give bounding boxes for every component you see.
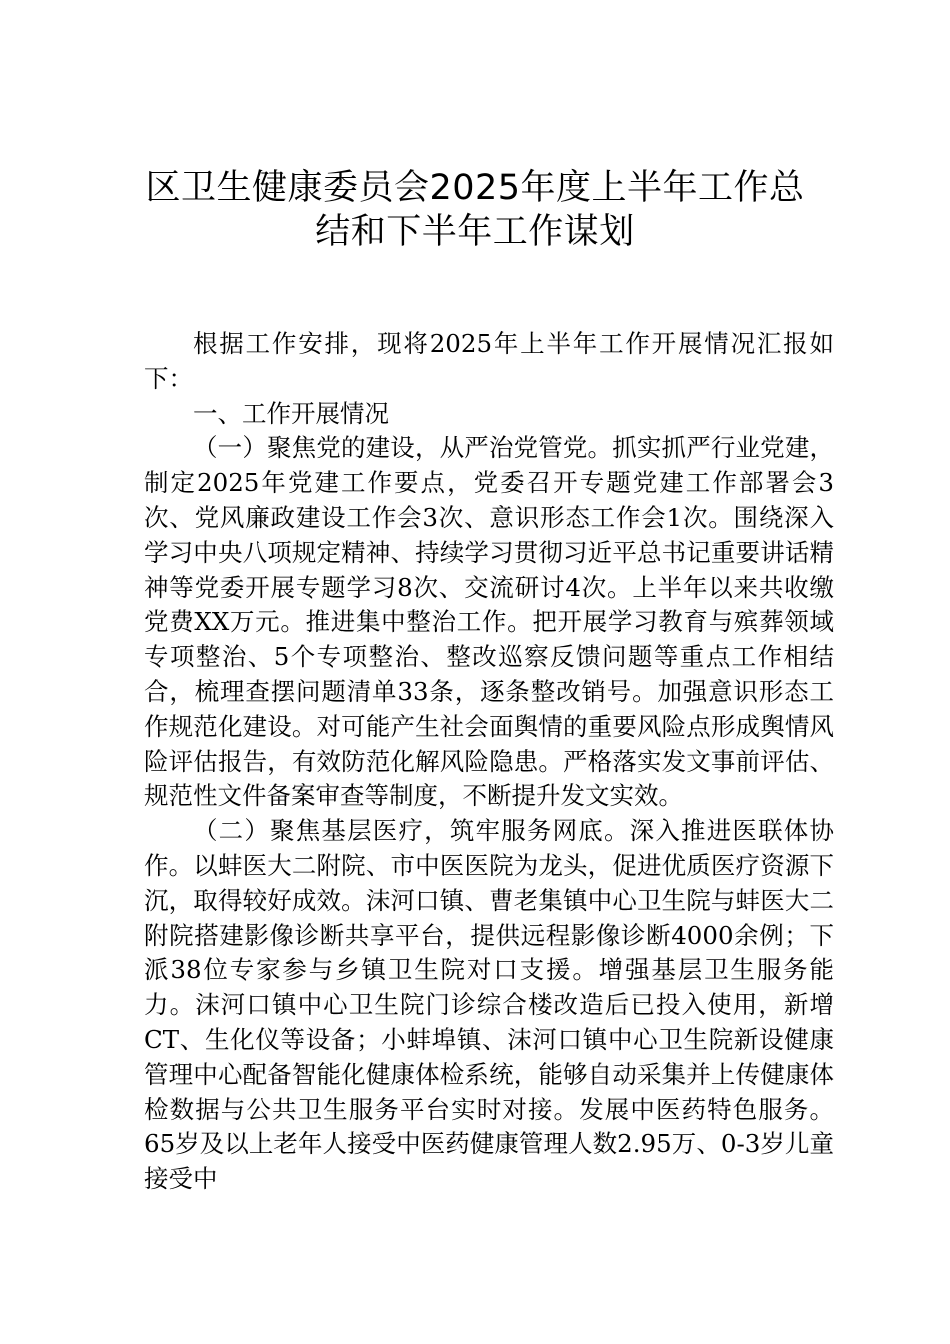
- grassroots-medical-paragraph: （二）聚焦基层医疗，筑牢服务网底。深入推进医联体协作。以蚌医大二附院、市中医医院为龙头，促进优质医疗资源下沉，取得较好成效。沫河口镇、曹老集镇中心卫生院与蚌医大二附院搭建影像诊断共享平台，提供远程影像诊断4000余例；下派38位专家参与乡镇卫生院对口支援。增强基层卫生服务能力。沫河口镇中心卫生院门诊综合楼改造后已投入使用，新增CT、生化仪等设备；小蚌埠镇、沫河口镇中心卫生院新设健康管理中心配备智能化健康体检系统，能够自动采集并上传健康体检数据与公共卫生服务平台实时对接。发展中医药特色服务。65岁及以上老年人接受中医药健康管理人数2.95万、0-3岁儿童接受中: [144, 816, 834, 1194]
- document-body: [144, 327, 834, 1197]
- document-title-line-2: 结和下半年工作谋划: [315, 212, 635, 252]
- party-building-paragraph: （一）聚焦党的建设，从严治党管党。抓实抓严行业党建，制定2025年党建工作要点，党委召开专题党建工作部署会3次、党风廉政建设工作会3次、意识形态工作会1次。围绕深入学习中央八项规定精神、持续学习贯彻习近平总书记重要讲话精神等党委开展专题学习8次、交流研讨4次。上半年以来共收缴党费XX万元。推进集中整治工作。把开展学习教育与殡葬领域专项整治、5个专项整治、整改巡察反馈问题等重点工作相结合，梳理查摆问题清单33条，逐条整改销号。加强意识形态工作规范化建设。对可能产生社会面舆情的重要风险点形成舆情风险评估报告，有效防范化解风险隐患。严格落实发文事前评估、规范性文件备案审查等制度，不断提升发文实效。: [144, 433, 834, 811]
- document-title-line-1: 区卫生健康委员会2025年度上半年工作总: [145, 168, 805, 208]
- intro-paragraph: 根据工作安排，现将2025年上半年工作开展情况汇报如下：: [144, 329, 834, 393]
- section-heading: 一、工作开展情况: [193, 398, 389, 428]
